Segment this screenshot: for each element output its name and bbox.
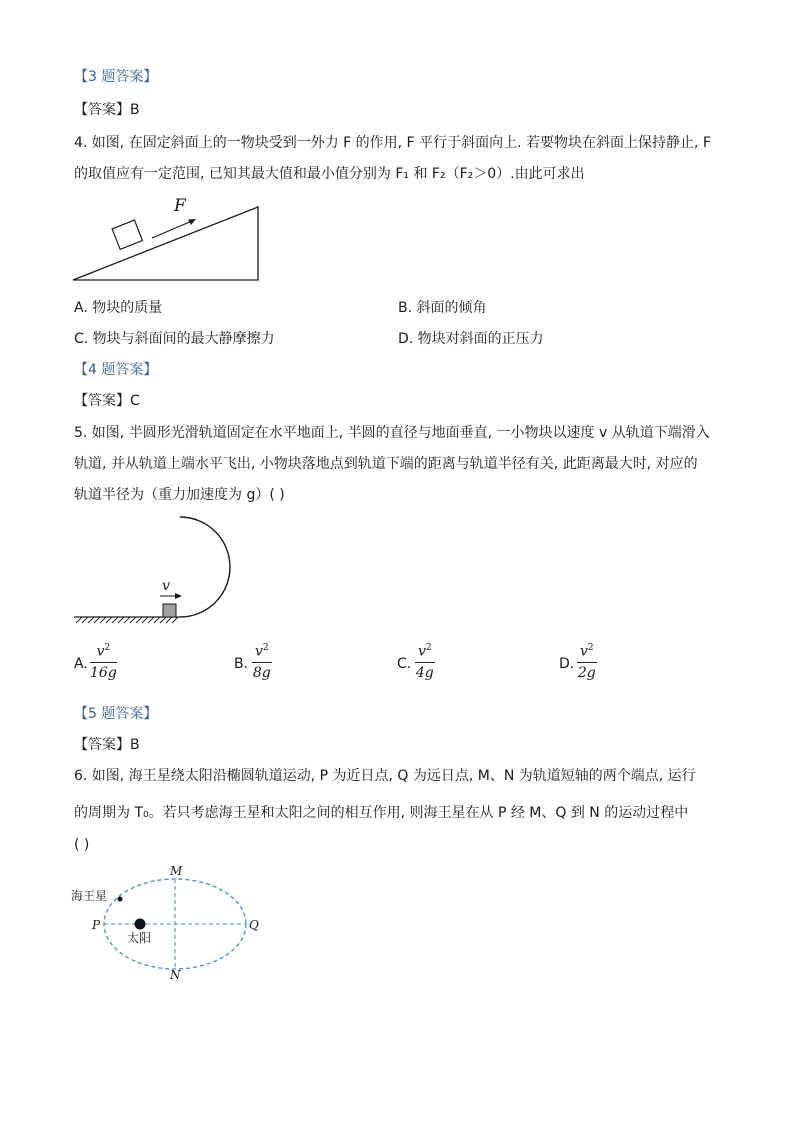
q3-answer: 【答案】B xyxy=(74,102,140,118)
incline-figure xyxy=(70,192,270,284)
q6-stem-line3: ( ) xyxy=(74,837,90,853)
q4-answer: 【答案】C xyxy=(74,393,140,409)
q4-option-a: A. 物块的质量 xyxy=(74,300,163,316)
q5-stem-line3: 轨道半径为（重力加速度为 g）( ) xyxy=(74,487,285,503)
q4-option-d: D. 物块对斜面的正压力 xyxy=(398,331,544,347)
semicircle-track xyxy=(180,517,230,617)
q4-stem-line1: 4. 如图, 在固定斜面上的一物块受到一外力 F 的作用, F 平行于斜面向上. 若要物块在斜面上保持静止, F xyxy=(74,135,711,151)
point-m-label: M xyxy=(170,864,183,878)
q5-option-b-letter: B. xyxy=(234,656,249,672)
point-p-label: P xyxy=(92,918,101,932)
semicircle-track-figure xyxy=(70,510,240,625)
q5-stem-line2: 轨道, 并从轨道上端水平飞出, 小物块落地点到轨道下端的距离与轨道半径有关, 此距离最大时, 对应的 xyxy=(74,456,698,472)
point-n-label: N xyxy=(170,968,181,982)
q5-option-c-fraction: $\frac{v^2}{4g}$ xyxy=(415,643,434,681)
q3-answer-header: 【3 题答案】 xyxy=(74,69,158,85)
q4-stem-line2: 的取值应有一定范围, 已知其最大值和最小值分别为 F₁ 和 F₂（F₂＞0）.由此可求出 xyxy=(74,166,585,182)
block xyxy=(112,220,142,249)
q5-option-d-letter: D. xyxy=(559,656,575,672)
q6-stem-line2: 的周期为 T₀。若只考虑海王星和太阳之间的相互作用, 则海王星在从 P 经 M、Q 到 N 的运动过程中 xyxy=(74,805,689,821)
q4-option-c: C. 物块与斜面间的最大静摩擦力 xyxy=(74,331,275,347)
neptune-dot xyxy=(118,897,123,902)
force-label: F xyxy=(174,196,186,216)
small-block xyxy=(163,604,176,617)
q5-option-b-fraction: $\frac{v^2}{8g}$ xyxy=(252,643,271,681)
q5-option-a-fraction: $\frac{v^2}{16g}$ xyxy=(90,643,117,681)
sun-label: 太阳 xyxy=(127,931,152,945)
ground-hatch xyxy=(76,617,178,623)
velocity-arrowhead xyxy=(175,593,182,599)
sun-dot xyxy=(135,919,146,930)
incline-triangle xyxy=(73,207,258,280)
q5-stem-line1: 5. 如图, 半圆形光滑轨道固定在水平地面上, 半圆的直径与地面垂直, 一小物块以速度 v 从轨道下端滑入 xyxy=(74,425,710,441)
velocity-label: v xyxy=(162,578,170,594)
q4-answer-header: 【4 题答案】 xyxy=(74,362,158,378)
q5-answer-header: 【5 题答案】 xyxy=(74,706,158,722)
q5-answer: 【答案】B xyxy=(74,737,140,753)
q5-option-c-letter: C. xyxy=(397,656,412,672)
q5-option-a-letter: A. xyxy=(74,656,88,672)
point-q-label: Q xyxy=(249,918,259,932)
neptune-label: 海王星 xyxy=(71,889,108,903)
q6-stem-line1: 6. 如图, 海王星绕太阳沿椭圆轨道运动, P 为近日点, Q 为远日点, M、N 为轨道短轴的两个端点, 运行 xyxy=(74,768,696,784)
orbit-figure xyxy=(68,862,278,982)
q4-option-b: B. 斜面的倾角 xyxy=(398,300,487,316)
q5-option-d-fraction: $\frac{v^2}{2g}$ xyxy=(577,643,596,681)
